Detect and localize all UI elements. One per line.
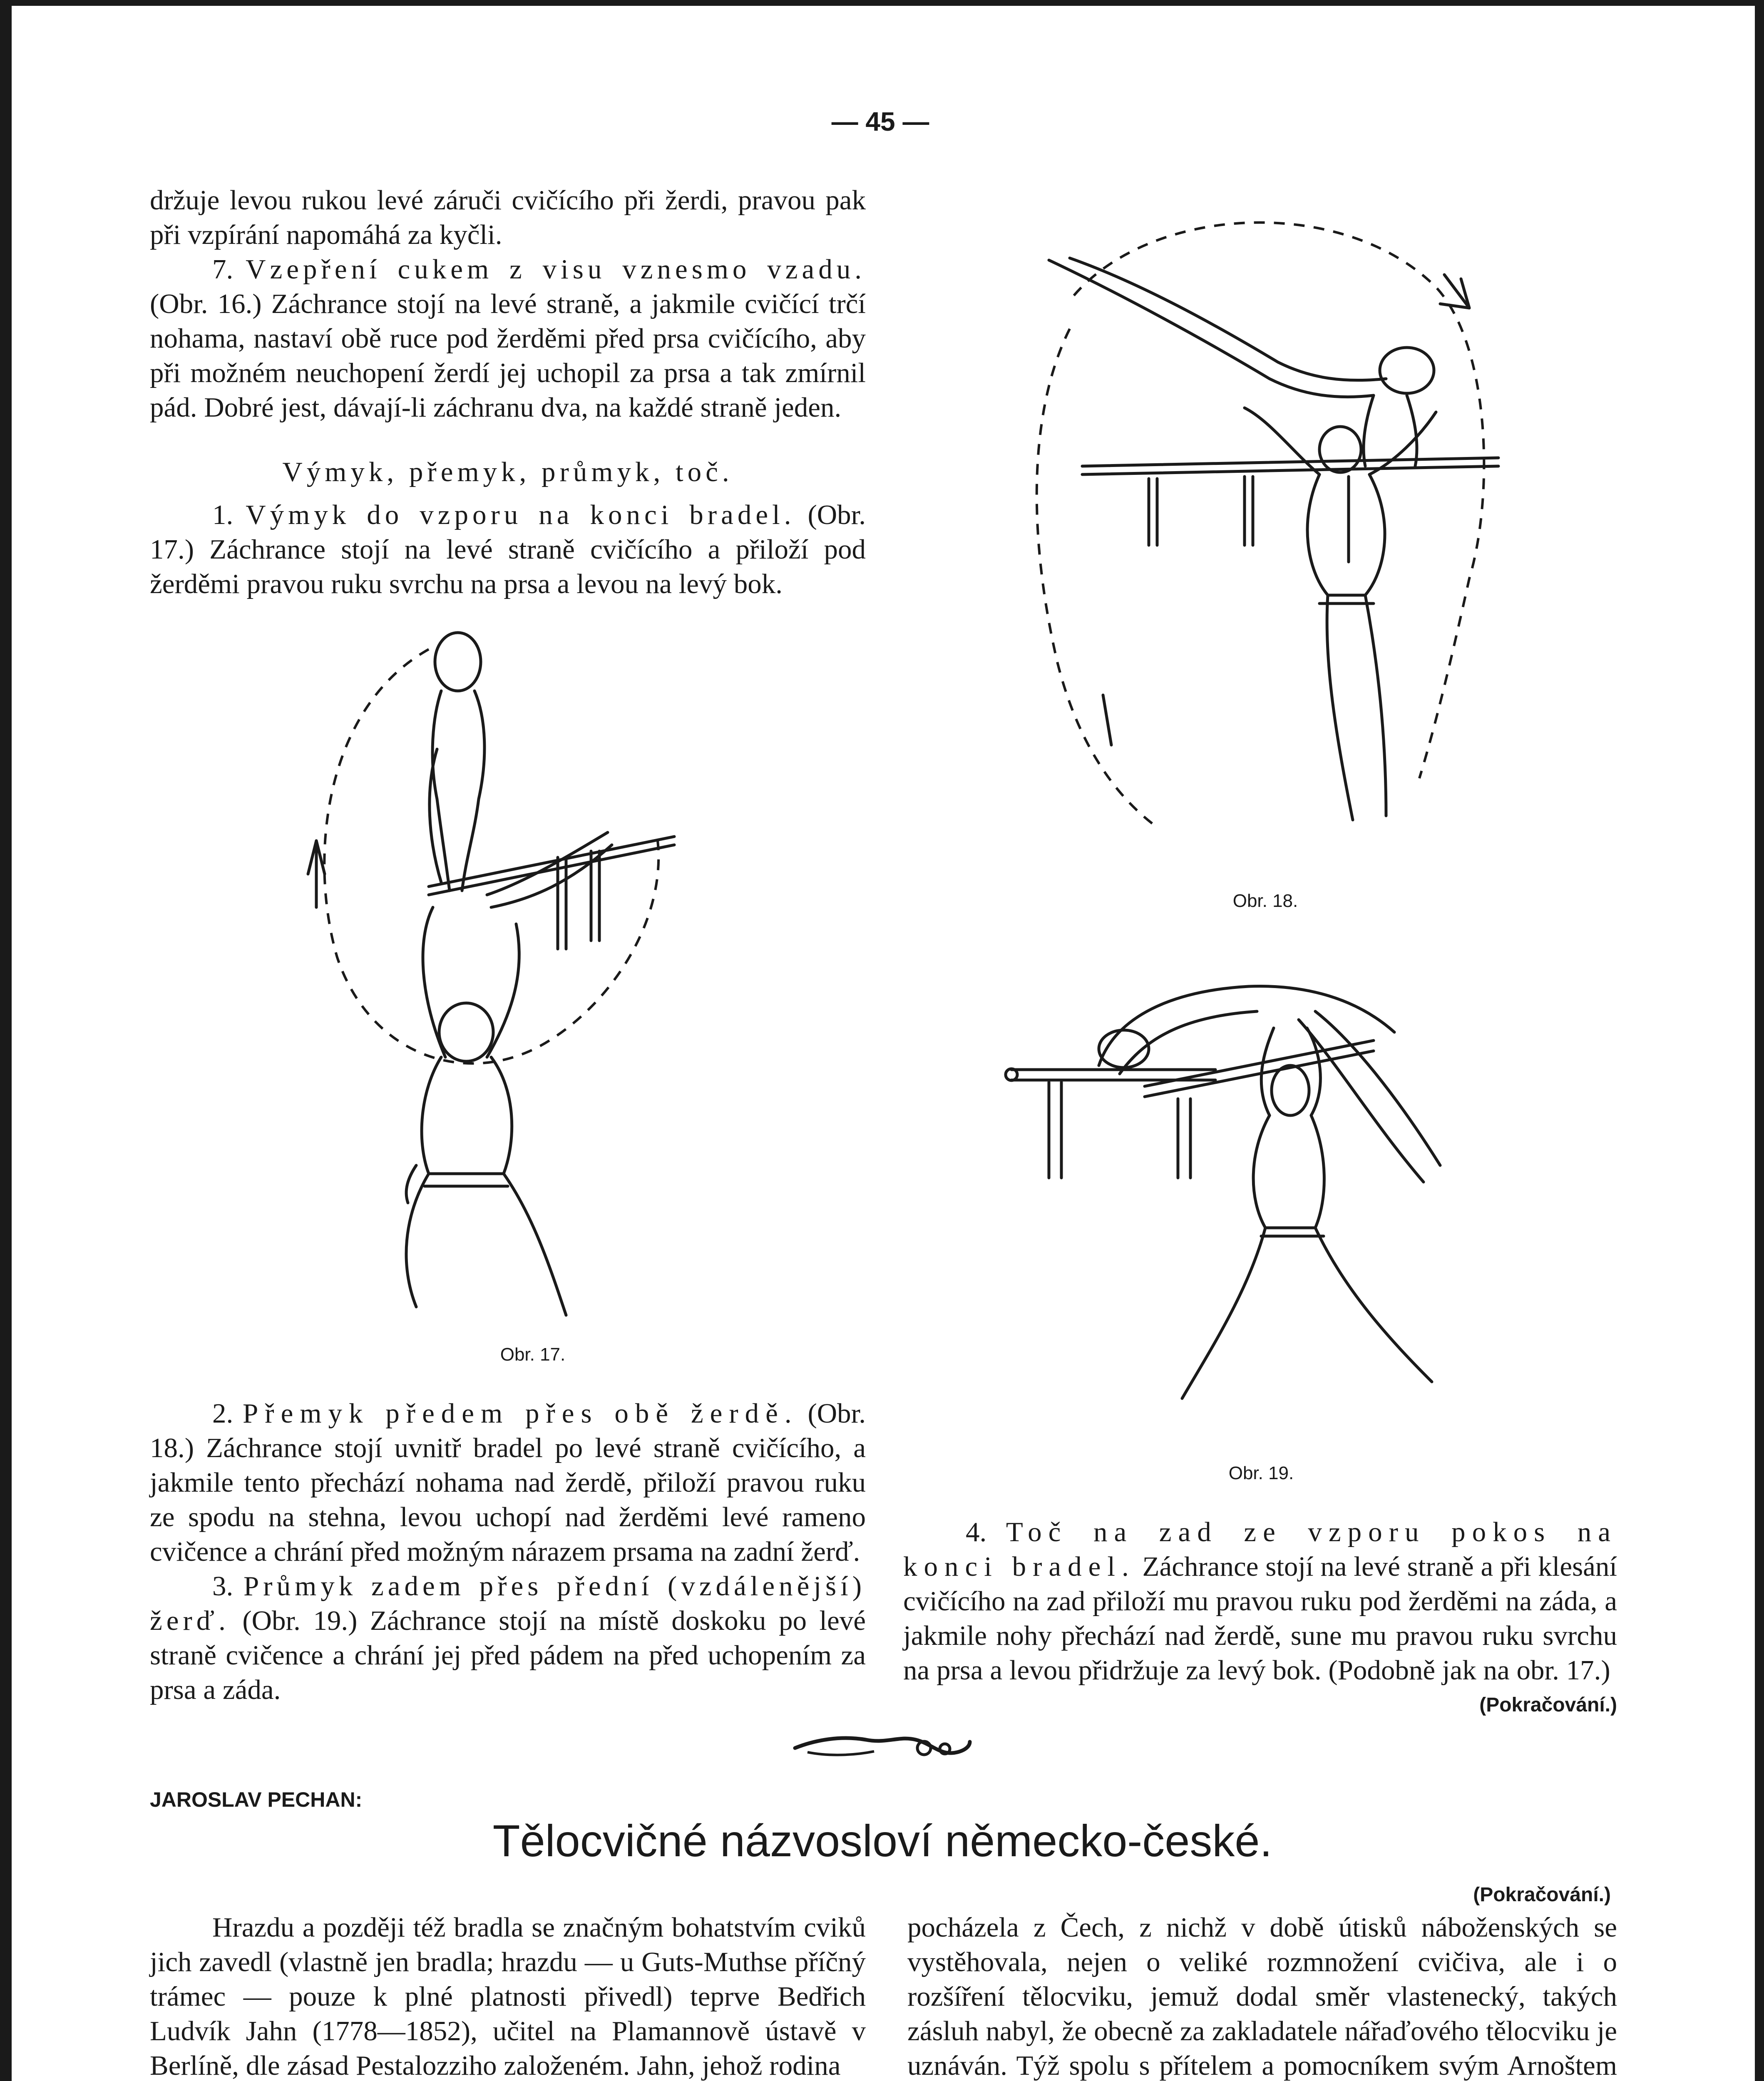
article-continued-note: (Pokračování.) <box>1473 1884 1611 1906</box>
page-number: — 45 — <box>831 107 929 137</box>
figure-18-illustration <box>1020 204 1511 887</box>
exercise-title: Výmyk do vzporu na konci bradel. <box>246 499 795 530</box>
exercise-description: (Obr. 19.) Záchrance stojí na místě doskoku po levé straně cvičence a chrání jej před pádem na před uchopením za prsa a záda. <box>150 1605 866 1705</box>
paragraph-7 <box>150 252 866 425</box>
continued-note: (Pokračování.) <box>1479 1694 1617 1716</box>
article-author: JAROSLAV PECHAN: <box>150 1788 363 1811</box>
scan-border-left <box>0 0 12 2081</box>
exercise-description: (Obr. 17.) Záchrance stojí na levé straně cvičícího a přiloží pod žerděmi pravou ruku svrchu na prsa a levou na levý bok. <box>150 499 866 599</box>
exercise-description: (Obr. 18.) Záchrance stojí uvnitř bradel po levé straně cvičícího, a jakmile tento přechází nohama nad žerdě, přiloží pravou ruku ze spodu na stehna, levou uchopí nad žerděmi levé rameno cvičence a chrání před možným nárazem prsama na zadní žerď. <box>150 1398 866 1567</box>
figure-18-caption: Obr. 18. <box>1232 891 1298 911</box>
scan-border-right <box>1755 0 1764 2081</box>
right-column-text <box>903 1515 1617 1722</box>
left-column-top <box>150 183 866 601</box>
article-left-column <box>150 1910 866 2081</box>
figure-19-illustration <box>999 966 1498 1453</box>
paragraph-2 <box>150 1396 866 1569</box>
exercise-title: Průmyk zadem přes přední (vzdálenější) žerď. <box>150 1571 866 1636</box>
exercise-title: Toč na zad ze vzporu pokos na konci bradel. <box>903 1517 1617 1582</box>
section-heading: Výmyk, přemyk, průmyk, toč. <box>282 457 733 487</box>
exercise-description: (Obr. 16.) Záchrance stojí na levé straně, a jakmile cvičící trčí nohama, nastaví obě ruce pod žerděmi před prsa cvičícího, aby při možném neuchopení žerdí jej uchopil za prsa a tak zmírnil pád. Dobré jest, dávají-li záchranu dva, na každé straně jeden. <box>150 288 866 423</box>
exercise-title: Přemyk předem přes obě žerdě. <box>243 1398 798 1429</box>
paragraph-4 <box>903 1515 1617 1688</box>
paragraph-1 <box>150 498 866 601</box>
item-number: 4. <box>966 1517 987 1547</box>
exercise-description: Záchrance stojí na levé straně a při klesání cvičícího na zad přiloží mu pravou ruku pod žerděmi na záda, a jakmile nohy přechází nad žerdě, sune mu pravou ruku svrchu na prsa a levou přidržuje za levý bok. (Podobně jak na obr. 17.) <box>903 1551 1617 1686</box>
figure-17-caption: Obr. 17. <box>500 1344 566 1365</box>
article-right-column <box>907 1910 1617 2081</box>
item-number: 1. <box>212 499 234 530</box>
paragraph-3 <box>150 1569 866 1707</box>
scan-border-top <box>0 0 1764 6</box>
item-number: 2. <box>212 1398 234 1429</box>
paragraph-continued: držuje levou rukou levé záruči cvičícího při žerdi, pravou pak při vzpírání napomáhá za kyčli. <box>150 185 866 250</box>
article-paragraph-right: pocházela z Čech, z nichž v době útisků náboženských se vystěhovala, nejen o veliké rozmnožení cvičiva, ale i o rozšíření tělocviku, jemuž dodal směr vlastenecký, takých zásluh nabyl, že obecně za zakladatele nářaďového tělocviku je uznáván. Týž spolu s přítelem a pomocníkem svým Arnoštem <box>907 1912 1617 2081</box>
exercise-title: Vzepření cukem z visu vznesmo vzadu. <box>246 254 866 285</box>
figure-17-illustration <box>291 624 708 1332</box>
item-number: 7. <box>212 254 234 285</box>
ornament-divider <box>791 1723 974 1769</box>
item-number: 3. <box>212 1571 234 1602</box>
left-column-bottom <box>150 1396 866 1707</box>
article-title: Tělocvičné názvosloví německo-české. <box>492 1815 1272 1866</box>
article-paragraph-left: Hrazdu a později též bradla se značným bohatstvím cviků jich zavedl (vlastně jen bradla; hrazdu — u Guts-Muthse příčný trámec — pouze k plné platnosti přivedl) teprve Bedřich Ludvík Jahn (1778—1852), učitel na Plamannově ústavě v Berlíně, dle zásad Pestalozziho založeném. Jahn, jehož rodina <box>150 1912 866 2081</box>
figure-19-caption: Obr. 19. <box>1228 1463 1294 1483</box>
